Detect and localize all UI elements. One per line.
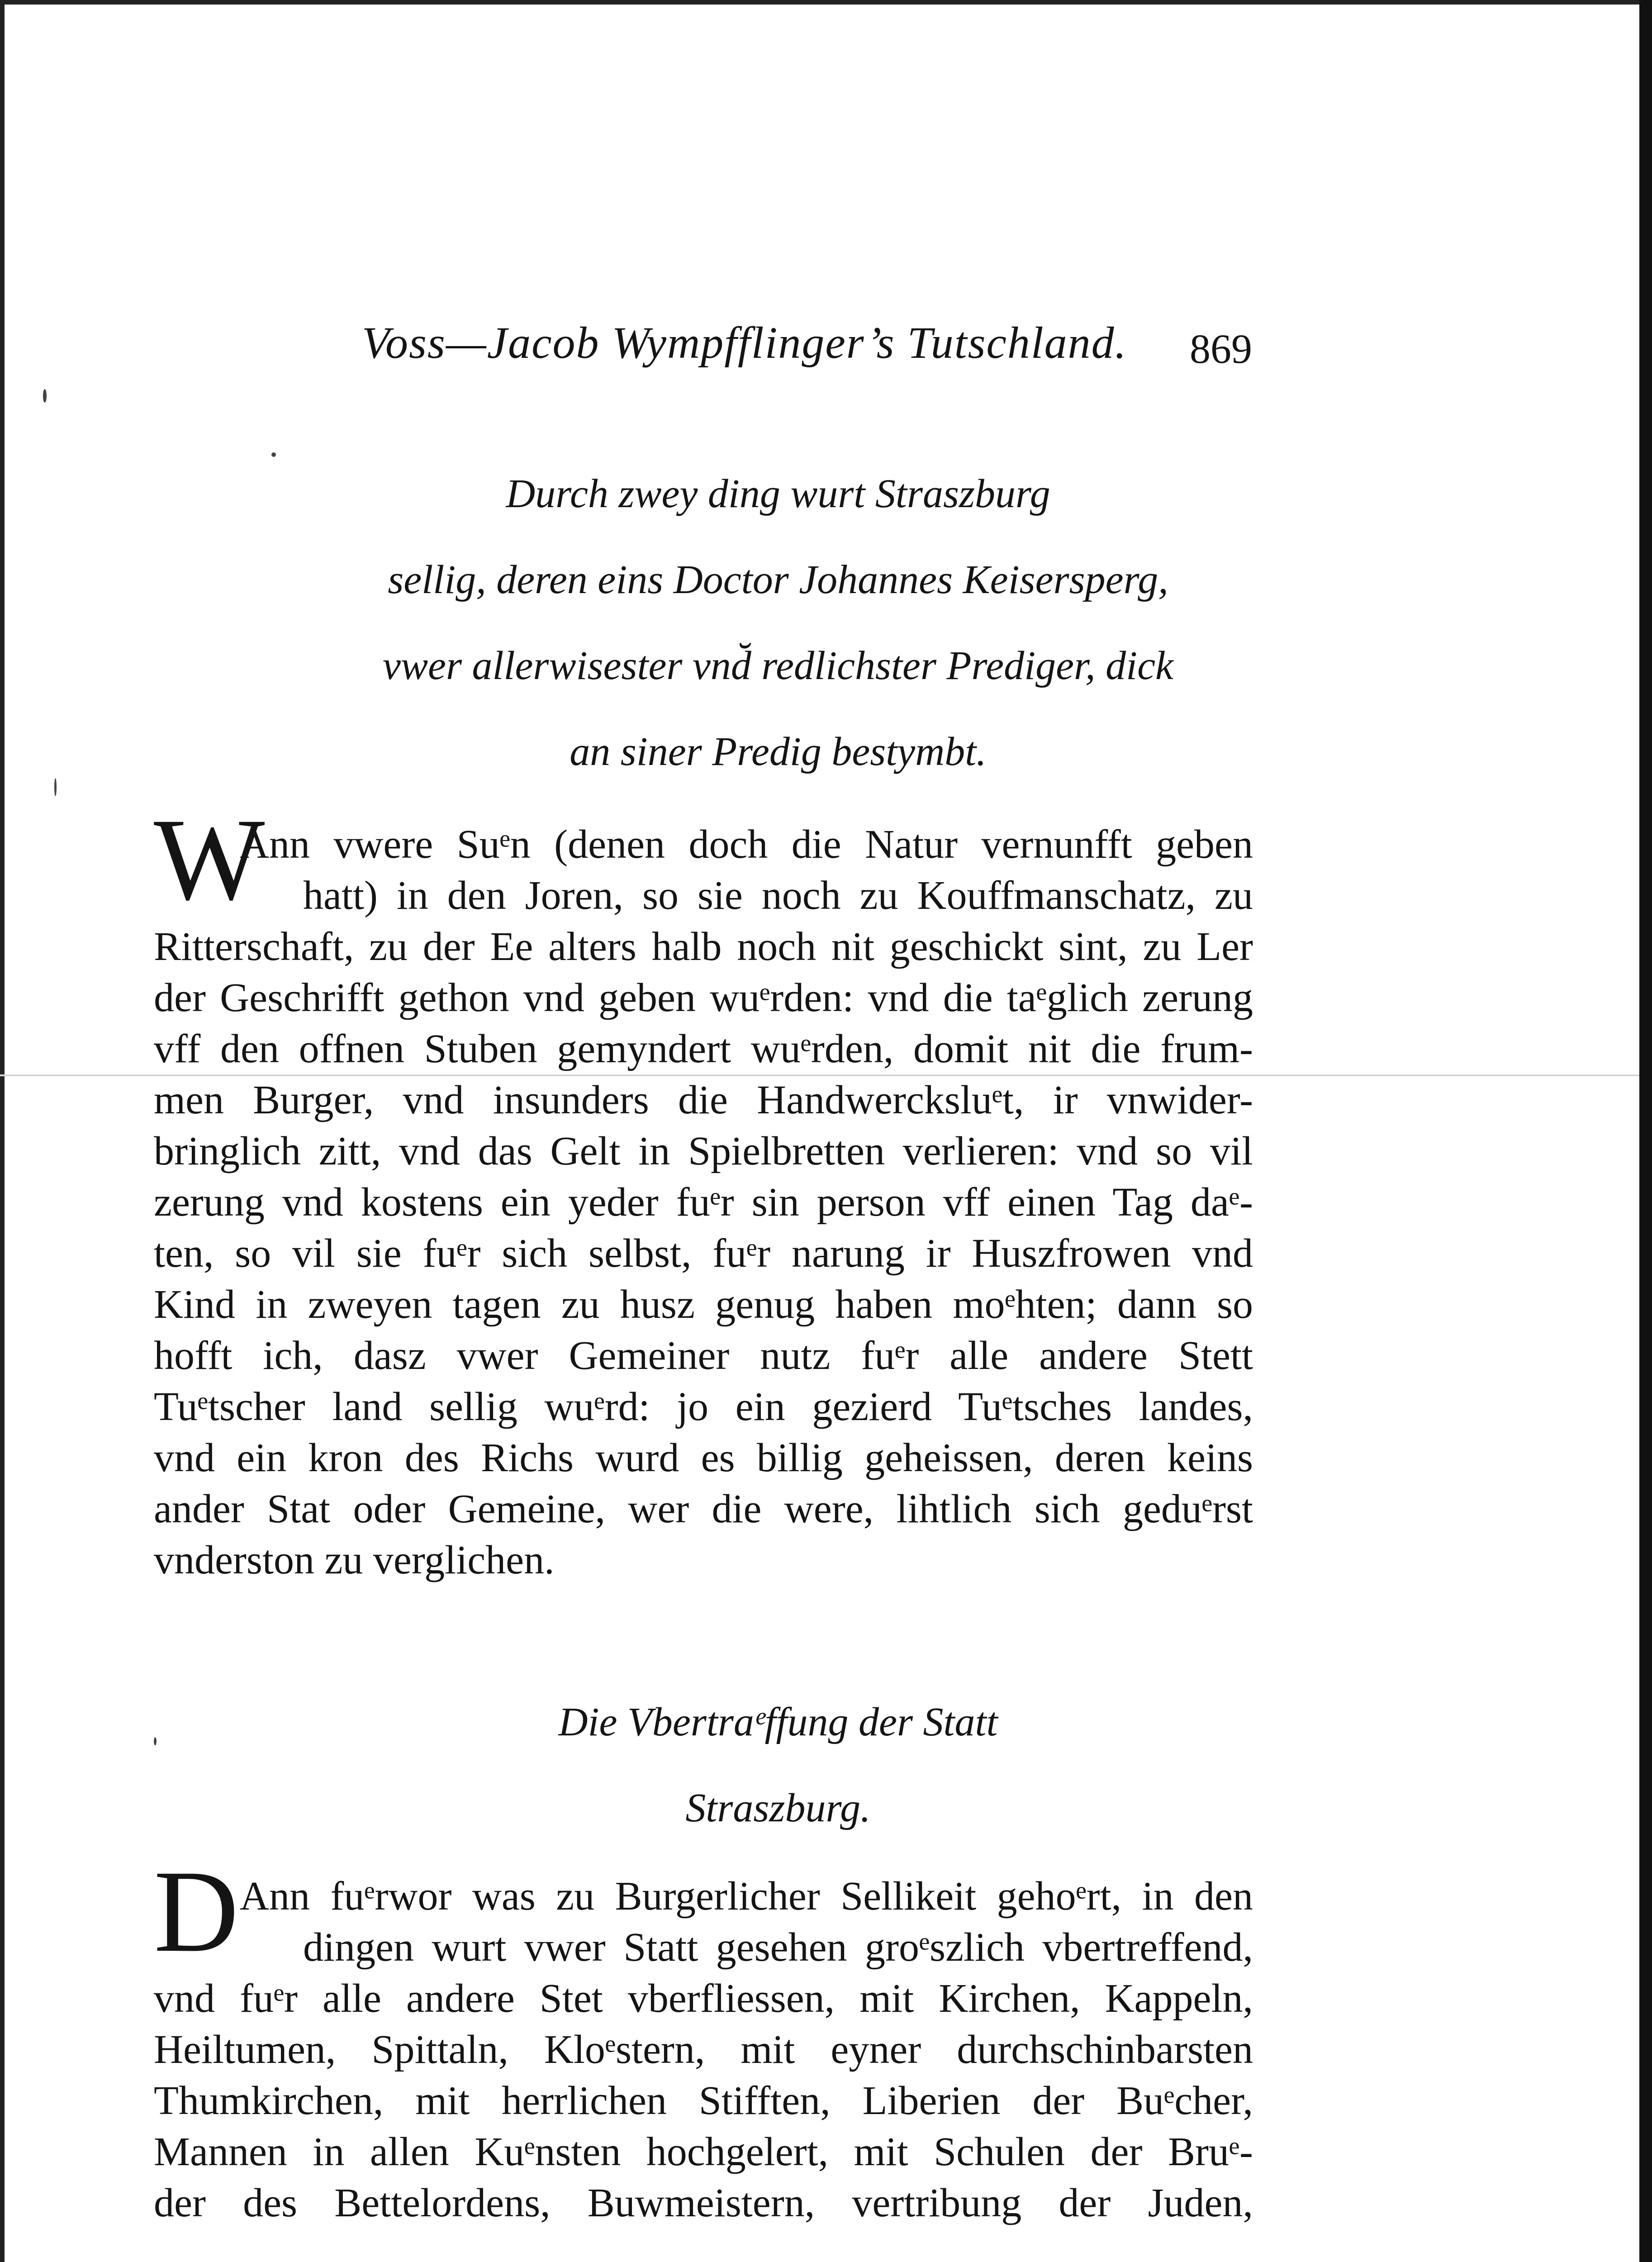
scan-edge-top	[0, 0, 1652, 5]
running-head: Voss—Jacob Wympfflinger’s Tutschland.	[362, 318, 1127, 368]
scan-speck	[54, 778, 57, 796]
paragraph	[154, 1871, 1253, 2229]
text-line: vff den offnen Stuben gemyndert wuᵉrden, domit nit die frum-	[154, 1026, 1253, 1071]
text-line: men Burger, vnd insunders die Handwercksluᵉt, ir vnwider-	[154, 1078, 1253, 1122]
text-line: Ann fuᵉrwor was zu Burgerlicher Sellikeit gehoᵉrt, in den	[240, 1874, 1253, 1919]
text-line: vnd fuᵉr alle andere Stet vberfliessen, mit Kirchen, Kappeln,	[154, 1976, 1253, 2021]
scan-edge-left	[0, 0, 5, 2262]
scan-speck	[271, 452, 276, 457]
text-line: ten, so vil sie fuᵉr sich selbst, fuᵉr narung ir Huszfrowen vnd	[154, 1231, 1253, 1276]
text-line: Kind in zweyen tagen zu husz genug haben moᵉhten; dann so	[154, 1282, 1253, 1327]
text-line: der des Bettelordens, Buwmeistern, vertribung der Juden,	[154, 2181, 1253, 2225]
text-line: vnderston zu verglichen.	[154, 1538, 555, 1582]
text-line: ander Stat oder Gemeine, wer die were, lihtlich sich geduᵉrst	[154, 1487, 1253, 1531]
text-line: Mannen in allen Kuᵉnsten hochgelert, mit Schulen der Bruᵉ-	[154, 2129, 1253, 2174]
text-line: Ann vwere Suᵉn (denen doch die Natur vernunfft geben	[240, 822, 1253, 867]
section-heading-line: an siner Predig bestymbt.	[570, 729, 987, 774]
text-line: Ritterschaft, zu der Ee alters halb noch nit geschickt sint, zu Ler	[154, 924, 1253, 969]
section-heading-line: Die Vbertraᵉffung der Statt	[558, 1700, 998, 1744]
text-line: hatt) in den Joren, so sie noch zu Kouffmanschatz, zu	[303, 873, 1253, 918]
drop-cap: D	[154, 1846, 239, 1977]
section-heading-line: Straszburg.	[685, 1786, 871, 1830]
text-line: Thumkirchen, mit herrlichen Stifften, Liberien der Buᵉcher,	[154, 2078, 1253, 2123]
scan-edge-right	[1639, 0, 1652, 2262]
text-line: vnd ein kron des Richs wurd es billig geheissen, deren keins	[154, 1435, 1253, 1480]
text-line: zerung vnd kostens ein yeder fuᵉr sin person vff einen Tag daᵉ-	[154, 1180, 1253, 1225]
text-line: bringlich zitt, vnd das Gelt in Spielbretten verlieren: vnd so vil	[154, 1129, 1253, 1174]
text-line: hofft ich, dasz vwer Gemeiner nutz fuᵉr alle andere Stett	[154, 1333, 1253, 1378]
scan-speck	[43, 389, 47, 403]
text-line: dingen wurt vwer Statt gesehen groᵉszlich vbertreffend,	[303, 1925, 1253, 1970]
paragraph	[154, 819, 1253, 1586]
drop-cap: W	[154, 794, 265, 925]
section-heading-line: sellig, deren eins Doctor Johannes Keisersperg,	[388, 557, 1168, 602]
text-line: der Geschrifft gethon vnd geben wuᵉrden: vnd die taᵉglich zerung	[154, 975, 1253, 1020]
text-line: Tuᵉtscher land sellig wuᵉrd: jo ein gezierd Tuᵉtsches landes,	[154, 1384, 1253, 1429]
section-heading-line: Durch zwey ding wurt Straszburg	[506, 471, 1050, 516]
scan-speck	[154, 1737, 157, 1745]
section-heading-line: vwer allerwisester vnd̆ redlichster Prediger, dick	[383, 643, 1173, 688]
page-number: 869	[1190, 326, 1252, 372]
text-line: Heiltumen, Spittaln, Kloᵉstern, mit eyner durchschinbarsten	[154, 2027, 1253, 2072]
